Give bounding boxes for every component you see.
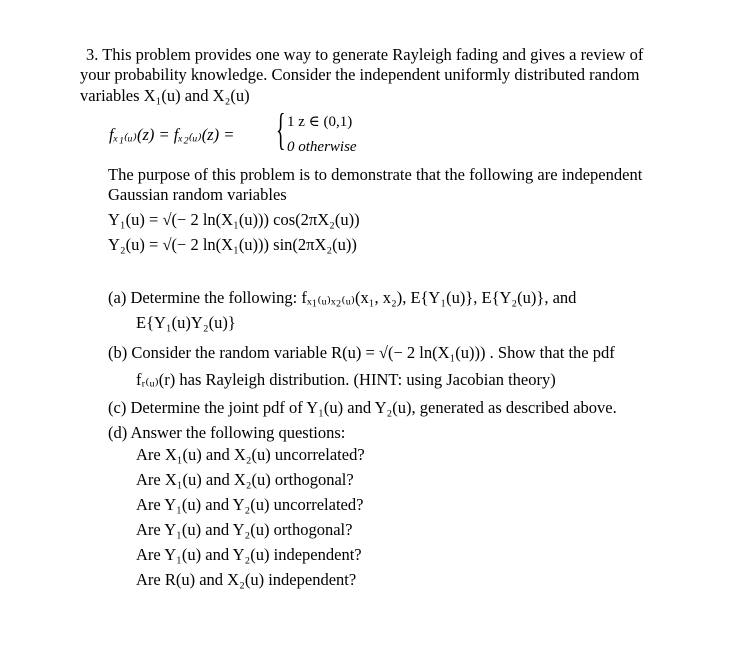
question-6: Are R(u) and X₂(u) independent? bbox=[136, 570, 357, 589]
intro-line-1: 3. This problem provides one way to generate Rayleigh fading and gives a review of bbox=[86, 45, 644, 64]
intro-line-2: your probability knowledge. Consider the independent uniformly distributed random bbox=[80, 65, 640, 84]
part-b-line-2: fᵣ₍ᵤ₎(r) has Rayleigh distribution. (HINT: using Jacobian theory) bbox=[136, 370, 556, 389]
pdf-brace: { bbox=[276, 105, 286, 154]
question-3: Are Y₁(u) and Y₂(u) uncorrelated? bbox=[136, 495, 364, 514]
question-5: Are Y₁(u) and Y₂(u) independent? bbox=[136, 545, 362, 564]
purpose-line-2: Gaussian random variables bbox=[108, 185, 287, 204]
pdf-case-one: 1 z ∈ (0,1) bbox=[287, 114, 353, 130]
pdf-definition-lhs: fₓ₁₍ᵤ₎(z) = fₓ₂₍ᵤ₎(z) = bbox=[109, 125, 235, 144]
question-4: Are Y₁(u) and Y₂(u) orthogonal? bbox=[136, 520, 353, 539]
question-1: Are X₁(u) and X₂(u) uncorrelated? bbox=[136, 445, 365, 464]
equation-y2: Y₂(u) = √(− 2 ln(X₁(u))) sin(2πX₂(u)) bbox=[108, 235, 357, 254]
part-a-line-1: (a) Determine the following: fₓ₁₍ᵤ₎ₓ₂₍ᵤ₎(x₁, x₂), E{Y₁(u)}, E{Y₂(u)}, and bbox=[108, 288, 577, 307]
part-d-line: (d) Answer the following questions: bbox=[108, 423, 346, 442]
intro-line-3: variables X₁(u) and X₂(u) bbox=[80, 86, 250, 105]
part-b-line-1: (b) Consider the random variable R(u) = √(− 2 ln(X₁(u))) . Show that the pdf bbox=[108, 343, 615, 362]
purpose-line-1: The purpose of this problem is to demonstrate that the following are independent bbox=[108, 165, 643, 184]
part-a-line-2: E{Y₁(u)Y₂(u)} bbox=[136, 313, 236, 332]
part-c-line: (c) Determine the joint pdf of Y₁(u) and Y₂(u), generated as described above. bbox=[108, 398, 617, 417]
equation-y1: Y₁(u) = √(− 2 ln(X₁(u))) cos(2πX₂(u)) bbox=[108, 210, 360, 229]
question-2: Are X₁(u) and X₂(u) orthogonal? bbox=[136, 470, 354, 489]
pdf-case-otherwise: 0 otherwise bbox=[287, 139, 357, 155]
